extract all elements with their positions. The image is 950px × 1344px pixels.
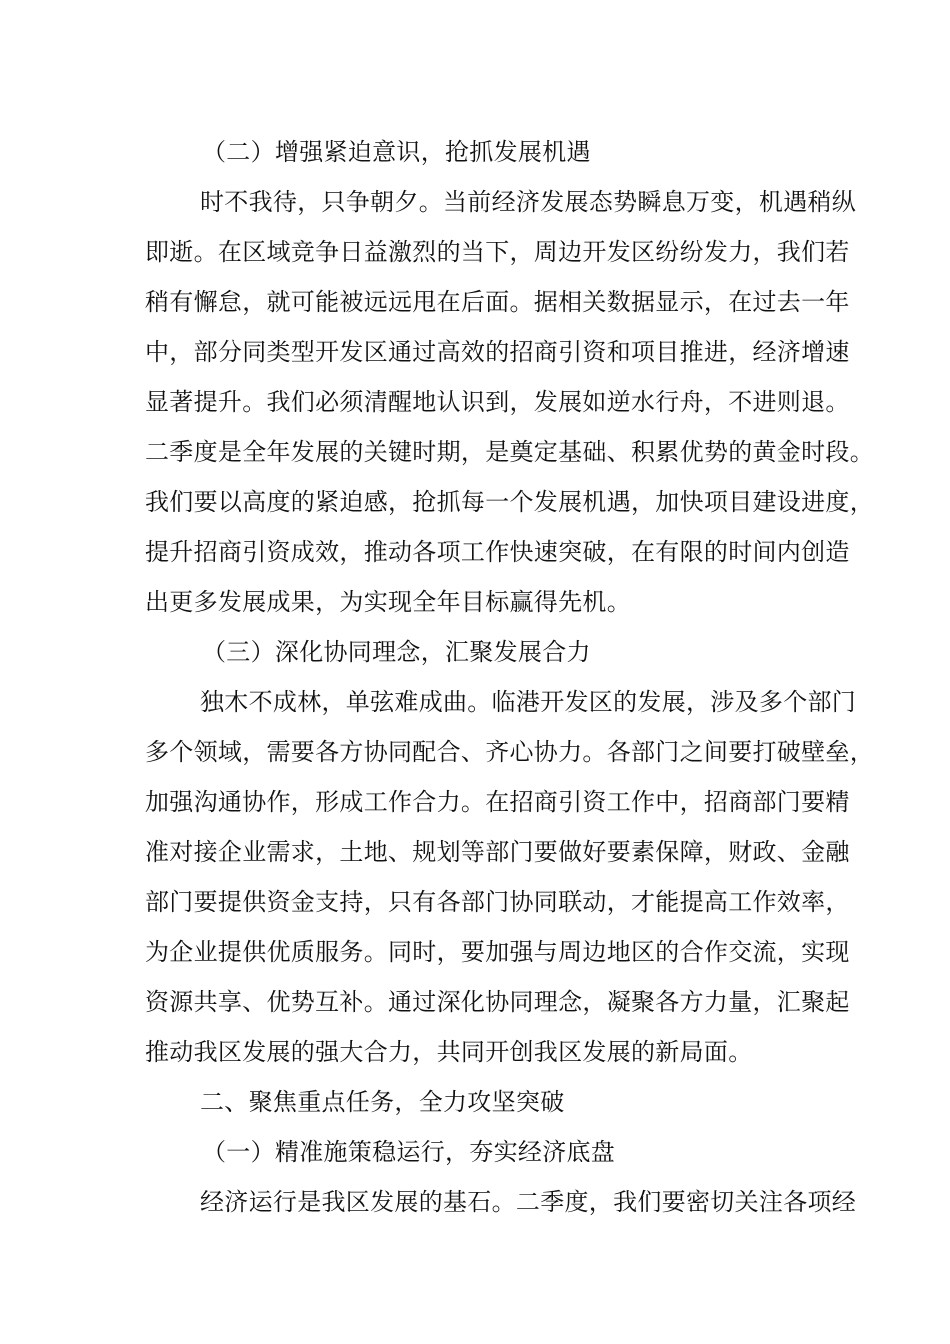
paragraph-line: 准对接企业需求，土地、规划等部门要做好要素保障，财政、金融 xyxy=(145,838,850,866)
paragraph-line: 我们要以高度的紧迫感，抢抓每一个发展机遇，加快项目建设进度， xyxy=(145,488,874,516)
paragraph-line: 中，部分同类型开发区通过高效的招商引资和项目推进，经济增速 xyxy=(145,338,850,366)
section-heading-3: （三）深化协同理念，汇聚发展合力 xyxy=(202,638,591,666)
paragraph-line: 部门要提供资金支持，只有各部门协同联动，才能提高工作效率， xyxy=(145,888,850,916)
paragraph-line: 加强沟通协作，形成工作合力。在招商引资工作中，招商部门要精 xyxy=(145,788,850,816)
section-heading-2: （二）增强紧迫意识，抢抓发展机遇 xyxy=(202,138,591,166)
paragraph-line: 经济运行是我区发展的基石。二季度，我们要密切关注各项经 xyxy=(200,1188,857,1216)
paragraph-line: 多个领域，需要各方协同配合、齐心协力。各部门之间要打破壁垒， xyxy=(145,738,874,766)
paragraph-line: 显著提升。我们必须清醒地认识到，发展如逆水行舟，不进则退。 xyxy=(145,388,850,416)
paragraph-line: 独木不成林，单弦难成曲。临港开发区的发展，涉及多个部门 xyxy=(200,688,857,716)
paragraph-line: 推动我区发展的强大合力，共同开创我区发展的新局面。 xyxy=(145,1038,753,1066)
section-heading-1: （一）精准施策稳运行，夯实经济底盘 xyxy=(202,1138,616,1166)
paragraph-line: 即逝。在区域竞争日益激烈的当下，周边开发区纷纷发力，我们若 xyxy=(145,238,850,266)
paragraph-line: 提升招商引资成效，推动各项工作快速突破，在有限的时间内创造 xyxy=(145,538,850,566)
paragraph-line: 资源共享、优势互补。通过深化协同理念，凝聚各方力量，汇聚起 xyxy=(145,988,850,1016)
paragraph-line: 时不我待，只争朝夕。当前经济发展态势瞬息万变，机遇稍纵 xyxy=(200,188,857,216)
chapter-heading-2: 二、聚焦重点任务，全力攻坚突破 xyxy=(200,1088,565,1116)
paragraph-line: 二季度是全年发展的关键时期，是奠定基础、积累优势的黄金时段。 xyxy=(145,438,874,466)
paragraph-line: 为企业提供优质服务。同时，要加强与周边地区的合作交流，实现 xyxy=(145,938,850,966)
paragraph-line: 稍有懈怠，就可能被远远甩在后面。据相关数据显示，在过去一年 xyxy=(145,288,850,316)
paragraph-line: 出更多发展成果，为实现全年目标赢得先机。 xyxy=(145,588,631,616)
